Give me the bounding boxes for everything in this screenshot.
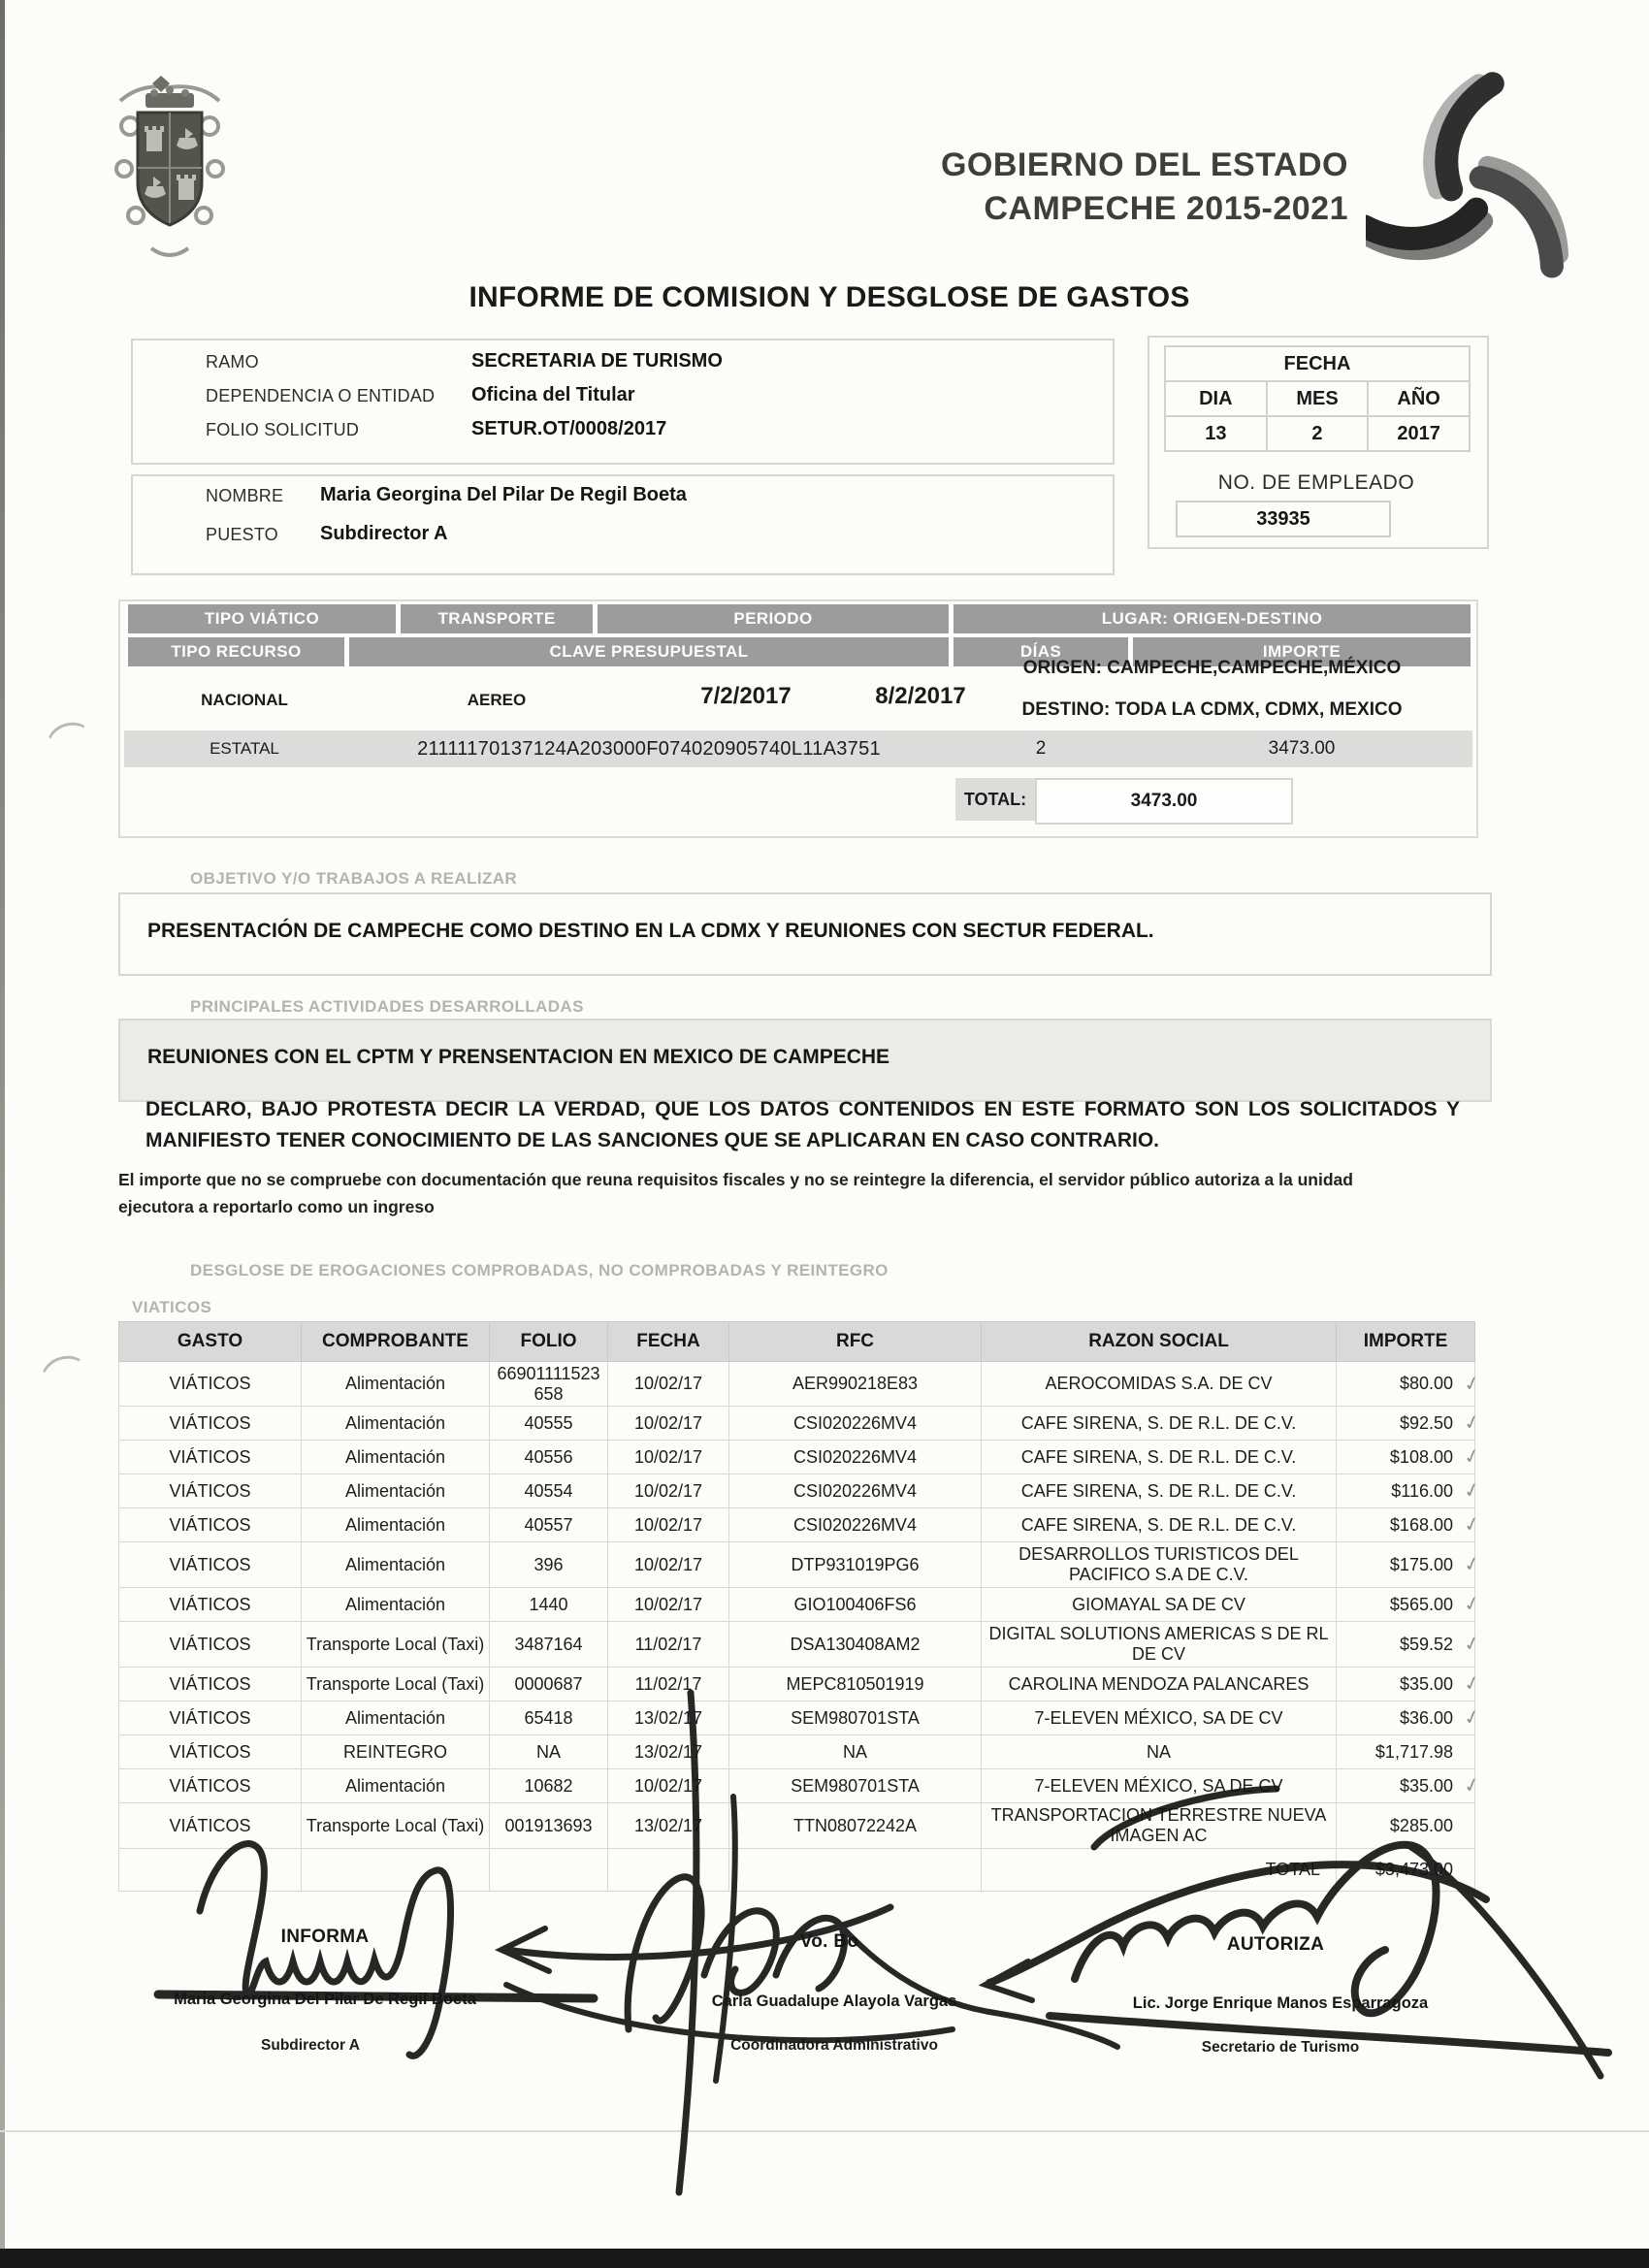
expense-table-body — [119, 1362, 1483, 1849]
rfc-cell: SEM980701STA — [729, 1769, 982, 1803]
col-folio: FOLIO — [490, 1322, 608, 1362]
importe-amount: $35.00 — [1399, 1673, 1453, 1694]
importe-cell — [1337, 1735, 1475, 1769]
fecha-cell: 10/02/17 — [608, 1441, 729, 1474]
gasto-cell: VIÁTICOS — [119, 1588, 302, 1622]
expense-row — [119, 1803, 1475, 1849]
fecha-dia-value: 13 — [1165, 416, 1267, 451]
comprobante-cell: Alimentación — [302, 1701, 490, 1735]
no-empleado-box — [1176, 501, 1391, 537]
comprobante-cell: Alimentación — [302, 1474, 490, 1508]
expense-row — [119, 1474, 1475, 1508]
nombre-label: NOMBRE — [206, 486, 284, 505]
razon-social-cell: CAFE SIRENA, S. DE R.L. DE C.V. — [982, 1441, 1337, 1474]
scan-arc-artifact — [35, 1349, 97, 1409]
expense-row — [119, 1769, 1475, 1803]
expense-row — [119, 1508, 1475, 1542]
rfc-cell: DSA130408AM2 — [729, 1622, 982, 1668]
gobierno-line1: GOBIERNO DEL ESTADO — [940, 146, 1348, 183]
importe-amount: $80.00 — [1399, 1374, 1453, 1394]
gasto-cell: VIÁTICOS — [119, 1508, 302, 1542]
importe-value: 3473.00 — [1268, 738, 1336, 759]
importe-amount: $116.00 — [1391, 1480, 1453, 1501]
scan-fold-line — [0, 2130, 1649, 2132]
col-razon: RAZON SOCIAL — [982, 1322, 1337, 1362]
empty-cell — [490, 1849, 608, 1892]
razon-social-cell: NA — [982, 1735, 1337, 1769]
autoriza-nombre: Lic. Jorge Enrique Manos Esparragoza — [1132, 1994, 1429, 2012]
razon-social-cell: 7-ELEVEN MÉXICO, SA DE CV — [982, 1701, 1337, 1735]
fecha-title: FECHA — [1165, 346, 1470, 381]
gasto-cell: VIÁTICOS — [119, 1622, 302, 1668]
objetivo-label: OBJETIVO Y/O TRABAJOS A REALIZAR — [190, 869, 518, 888]
fecha-mes-label: MES — [1267, 381, 1369, 416]
informa-title: INFORMA — [280, 1927, 370, 1947]
ramo-value: SECRETARIA DE TURISMO — [471, 350, 723, 372]
header-periodo: PERIODO — [598, 604, 949, 633]
vobo-title: Vo. Bo — [799, 1931, 859, 1952]
folio-cell: 3487164 — [490, 1622, 608, 1668]
fecha-cell: 13/02/17 — [608, 1701, 729, 1735]
comprobante-cell: Alimentación — [302, 1542, 490, 1588]
folio-cell: NA — [490, 1735, 608, 1769]
folio-cell: 40557 — [490, 1508, 608, 1542]
expense-row — [119, 1668, 1475, 1701]
rfc-cell: SEM980701STA — [729, 1701, 982, 1735]
importe-amount: $565.00 — [1389, 1594, 1453, 1614]
transporte-value: AEREO — [467, 691, 527, 709]
fecha-anio-value: 2017 — [1368, 416, 1470, 451]
rfc-cell: MEPC810501919 — [729, 1668, 982, 1701]
importe-amount: $285.00 — [1389, 1815, 1453, 1835]
rfc-cell: DTP931019PG6 — [729, 1542, 982, 1588]
header-clave-presupuestal: CLAVE PRESUPUESTAL — [349, 637, 949, 666]
rfc-cell: GIO100406FS6 — [729, 1588, 982, 1622]
origen-value: ORIGEN: CAMPECHE,CAMPECHE,MÉXICO — [1022, 658, 1402, 678]
gasto-cell: VIÁTICOS — [119, 1362, 302, 1407]
expense-row — [119, 1362, 1475, 1407]
comprobante-cell: REINTEGRO — [302, 1735, 490, 1769]
razon-social-cell: TRANSPORTACION TERRESTRE NUEVA IMAGEN AC — [982, 1803, 1337, 1849]
expense-table — [118, 1321, 1483, 1892]
form-title: INFORME DE COMISION Y DESGLOSE DE GASTOS — [469, 281, 1190, 313]
importe-amount: $1,717.98 — [1374, 1741, 1453, 1762]
destino-value: DESTINO: TODA LA CDMX, CDMX, MEXICO — [1021, 699, 1403, 720]
comision-summary — [118, 599, 1478, 838]
expense-row — [119, 1542, 1475, 1588]
importe-amount: $36.00 — [1399, 1707, 1453, 1728]
periodo-inicio-value: 7/2/2017 — [700, 683, 792, 709]
declaracion-text: DECLARO, BAJO PROTESTA DECIR LA VERDAD, QUE LOS DATOS CONTENIDOS EN ESTE FORMATO SON LOS SOLICITADOS Y MANIFIESTO TENER CONOCIMIENTO DE LAS SANCIONES QUE SE APLICARAN EN CASO CONTRARIO. — [146, 1098, 1460, 1151]
importe-amount: $59.52 — [1399, 1634, 1453, 1654]
informa-nombre: Maria Georgina Del Pilar De Regil Boeta — [174, 1991, 476, 2008]
fecha-cell: 10/02/17 — [608, 1407, 729, 1441]
importe-cell — [1337, 1701, 1483, 1735]
tipo-recurso-value: ESTATAL — [210, 739, 279, 758]
clave-presupuestal-value: 21111170137124A203000F074020905740L11A3751 — [417, 737, 881, 760]
check-mark: ✓ — [1461, 1671, 1483, 1698]
campeche-coat-of-arms-icon — [103, 72, 237, 262]
comprobante-cell: Alimentación — [302, 1362, 490, 1407]
header-dias: DÍAS — [954, 637, 1128, 666]
gasto-cell: VIÁTICOS — [119, 1474, 302, 1508]
expense-total-value — [1337, 1849, 1475, 1892]
gasto-cell: VIÁTICOS — [119, 1668, 302, 1701]
razon-social-cell: CAFE SIRENA, S. DE R.L. DE C.V. — [982, 1474, 1337, 1508]
rfc-cell: CSI020226MV4 — [729, 1508, 982, 1542]
check-mark: ✓ — [1461, 1773, 1483, 1799]
gasto-cell: VIÁTICOS — [119, 1735, 302, 1769]
header-transporte: TRANSPORTE — [401, 604, 593, 633]
importe-amount: $35.00 — [1399, 1775, 1453, 1796]
importe-amount: $92.50 — [1399, 1412, 1453, 1433]
scan-bottom-edge — [0, 2249, 1649, 2268]
fecha-mes-value: 2 — [1267, 416, 1369, 451]
rfc-cell: CSI020226MV4 — [729, 1441, 982, 1474]
gobierno-wordmark — [834, 144, 1348, 231]
expense-total-amount: $3,473.00 — [1374, 1860, 1453, 1880]
autoriza-title: AUTORIZA — [1226, 1934, 1325, 1955]
check-mark: ✓ — [1461, 1512, 1483, 1539]
importe-cell — [1337, 1668, 1483, 1701]
check-mark: ✓ — [1461, 1410, 1483, 1437]
dependencia-label: DEPENDENCIA O ENTIDAD — [206, 386, 436, 405]
gasto-cell: VIÁTICOS — [119, 1441, 302, 1474]
folio-cell: 396 — [490, 1542, 608, 1588]
fecha-cell: 10/02/17 — [608, 1588, 729, 1622]
periodo-fin-value: 8/2/2017 — [875, 683, 966, 709]
importe-cell — [1337, 1407, 1483, 1441]
fecha-cell: 13/02/17 — [608, 1735, 729, 1769]
gasto-cell: VIÁTICOS — [119, 1803, 302, 1849]
comprobante-cell: Alimentación — [302, 1508, 490, 1542]
check-mark: ✓ — [1461, 1705, 1483, 1732]
comision-total-value: 3473.00 — [1035, 778, 1293, 825]
expense-total-label: TOTAL — [982, 1849, 1337, 1892]
header-importe: IMPORTE — [1133, 637, 1471, 666]
razon-social-cell: AEROCOMIDAS S.A. DE CV — [982, 1362, 1337, 1407]
fecha-dia-label: DIA — [1165, 381, 1267, 416]
importe-amount: $175.00 — [1389, 1554, 1453, 1574]
rfc-cell: CSI020226MV4 — [729, 1474, 982, 1508]
folio-cell: 0000687 — [490, 1668, 608, 1701]
header-tipo-recurso: TIPO RECURSO — [128, 637, 344, 666]
gasto-cell: VIÁTICOS — [119, 1407, 302, 1441]
comprobante-cell: Alimentación — [302, 1407, 490, 1441]
tipo-viatico-value: NACIONAL — [201, 691, 288, 709]
importe-cell — [1337, 1474, 1483, 1508]
comprobante-cell: Transporte Local (Taxi) — [302, 1622, 490, 1668]
gasto-cell: VIÁTICOS — [119, 1701, 302, 1735]
importe-cell — [1337, 1803, 1475, 1849]
importe-cell — [1337, 1622, 1483, 1668]
nota-text: El importe que no se compruebe con documentación que reuna requisitos fiscales y no se reintegre la diferencia, el servidor público autoriza a la unidad ejecutora a reportarlo como un ingreso — [118, 1170, 1353, 1216]
folio-solicitud-label: FOLIO SOLICITUD — [206, 420, 360, 439]
fecha-cell: 10/02/17 — [608, 1362, 729, 1407]
gobierno-campeche-triskelion-logo-icon — [1366, 64, 1574, 307]
razon-social-cell: 7-ELEVEN MÉXICO, SA DE CV — [982, 1769, 1337, 1803]
importe-cell — [1337, 1542, 1483, 1588]
razon-social-cell: DESARROLLOS TURISTICOS DEL PACIFICO S.A DE C.V. — [982, 1542, 1337, 1588]
rfc-cell: CSI020226MV4 — [729, 1407, 982, 1441]
header-lugar: LUGAR: ORIGEN-DESTINO — [954, 604, 1471, 633]
empty-cell — [608, 1849, 729, 1892]
scan-left-edge — [0, 0, 5, 2268]
comprobante-cell: Alimentación — [302, 1769, 490, 1803]
importe-amount: $108.00 — [1389, 1446, 1453, 1467]
rfc-cell: TTN08072242A — [729, 1803, 982, 1849]
header-tipo-viatico: TIPO VIÁTICO — [128, 604, 396, 633]
comprobante-cell: Transporte Local (Taxi) — [302, 1668, 490, 1701]
comprobante-cell: Alimentación — [302, 1588, 490, 1622]
rfc-cell: AER990218E83 — [729, 1362, 982, 1407]
fecha-cell: 10/02/17 — [608, 1769, 729, 1803]
importe-cell — [1337, 1508, 1483, 1542]
viaticos-group-label: VIATICOS — [132, 1298, 212, 1316]
fecha-cell: 10/02/17 — [608, 1474, 729, 1508]
puesto-value: Subdirector A — [320, 523, 448, 544]
razon-social-cell: GIOMAYAL SA DE CV — [982, 1588, 1337, 1622]
scan-arc-artifact — [41, 716, 100, 772]
actividades-label: PRINCIPALES ACTIVIDADES DESARROLLADAS — [190, 997, 584, 1016]
razon-social-cell: CAFE SIRENA, S. DE R.L. DE C.V. — [982, 1407, 1337, 1441]
fecha-cell: 10/02/17 — [608, 1542, 729, 1588]
vobo-puesto: Coordinadora Administrativo — [730, 2037, 938, 2054]
informa-puesto: Subdirector A — [261, 2037, 360, 2054]
expense-row — [119, 1735, 1475, 1769]
gasto-cell: VIÁTICOS — [119, 1542, 302, 1588]
gobierno-line2: CAMPECHE 2015-2021 — [984, 189, 1348, 227]
actividades-text: REUNIONES CON EL CPTM Y PRENSENTACION EN MEXICO DE CAMPECHE — [147, 1046, 890, 1068]
expense-row — [119, 1588, 1475, 1622]
folio-cell: 1440 — [490, 1588, 608, 1622]
puesto-label: PUESTO — [206, 525, 278, 544]
importe-cell — [1337, 1769, 1483, 1803]
expense-row — [119, 1407, 1475, 1441]
importe-cell — [1337, 1588, 1483, 1622]
razon-social-cell: CAROLINA MENDOZA PALANCARES — [982, 1668, 1337, 1701]
fecha-anio-label: AÑO — [1368, 381, 1470, 416]
check-mark: ✓ — [1461, 1478, 1483, 1505]
comision-total-label: TOTAL: — [955, 778, 1035, 821]
importe-cell — [1337, 1362, 1483, 1407]
comprobante-cell: Transporte Local (Taxi) — [302, 1803, 490, 1849]
empty-cell — [302, 1849, 490, 1892]
rfc-cell: NA — [729, 1735, 982, 1769]
empty-cell — [119, 1849, 302, 1892]
check-mark: ✓ — [1461, 1552, 1483, 1578]
folio-solicitud-value: SETUR.OT/0008/2017 — [471, 418, 667, 439]
no-empleado-label: NO. DE EMPLEADO — [1217, 471, 1415, 494]
empty-cell — [729, 1849, 982, 1892]
razon-social-cell: DIGITAL SOLUTIONS AMERICAS S DE RL DE CV — [982, 1622, 1337, 1668]
desglose-section-label: DESGLOSE DE EROGACIONES COMPROBADAS, NO COMPROBADAS Y REINTEGRO — [190, 1261, 889, 1280]
folio-cell: 40555 — [490, 1407, 608, 1441]
expense-total-row — [119, 1849, 1475, 1892]
folio-cell: 40556 — [490, 1441, 608, 1474]
dias-value: 2 — [1035, 738, 1047, 759]
nombre-value: Maria Georgina Del Pilar De Regil Boeta — [320, 484, 687, 505]
col-comprobante: COMPROBANTE — [302, 1322, 490, 1362]
check-mark: ✓ — [1461, 1632, 1483, 1658]
expense-header-row — [119, 1322, 1475, 1362]
expense-row — [119, 1622, 1475, 1668]
fecha-cell: 13/02/17 — [608, 1803, 729, 1849]
expense-row — [119, 1441, 1475, 1474]
fecha-cell: 11/02/17 — [608, 1622, 729, 1668]
ramo-label: RAMO — [206, 352, 259, 372]
folio-cell: 001913693 — [490, 1803, 608, 1849]
folio-cell: 10682 — [490, 1769, 608, 1803]
col-gasto: GASTO — [119, 1322, 302, 1362]
no-empleado-value: 33935 — [1256, 507, 1310, 530]
autoriza-puesto: Secretario de Turismo — [1201, 2039, 1360, 2056]
importe-cell — [1337, 1441, 1483, 1474]
fecha-table — [1164, 345, 1471, 452]
razon-social-cell: CAFE SIRENA, S. DE R.L. DE C.V. — [982, 1508, 1337, 1542]
expense-row — [119, 1701, 1475, 1735]
fecha-cell: 11/02/17 — [608, 1668, 729, 1701]
col-fecha: FECHA — [608, 1322, 729, 1362]
check-mark: ✓ — [1461, 1592, 1483, 1618]
dependencia-value: Oficina del Titular — [471, 384, 635, 405]
col-importe: IMPORTE — [1337, 1322, 1475, 1362]
gasto-cell: VIÁTICOS — [119, 1769, 302, 1803]
col-rfc: RFC — [729, 1322, 982, 1362]
folio-cell: 65418 — [490, 1701, 608, 1735]
comprobante-cell: Alimentación — [302, 1441, 490, 1474]
check-mark: ✓ — [1461, 1444, 1483, 1471]
check-mark: ✓ — [1461, 1371, 1483, 1397]
objetivo-text: PRESENTACIÓN DE CAMPECHE COMO DESTINO EN LA CDMX Y REUNIONES CON SECTUR FEDERAL. — [147, 920, 1154, 942]
fecha-cell: 10/02/17 — [608, 1508, 729, 1542]
folio-cell: 40554 — [490, 1474, 608, 1508]
vobo-nombre: Carla Guadalupe Alayola Vargas — [711, 1993, 957, 2010]
folio-cell: 66901111523658 — [490, 1362, 608, 1407]
importe-amount: $168.00 — [1389, 1514, 1453, 1535]
